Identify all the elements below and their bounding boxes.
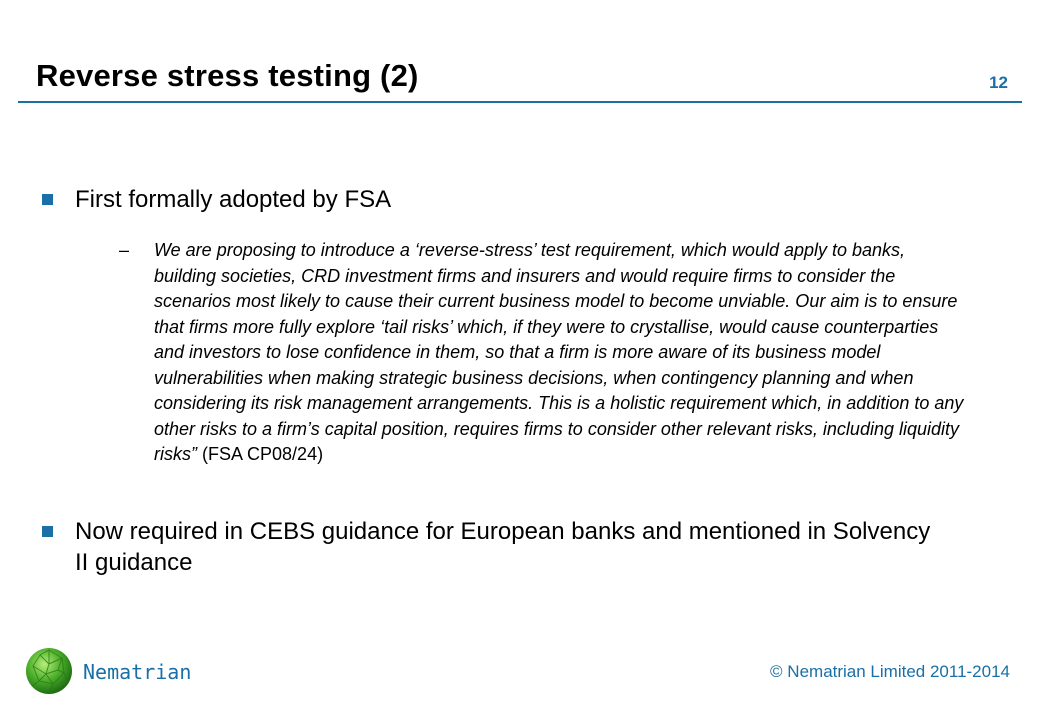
bullet-item-2 — [42, 516, 935, 578]
brand-name: Nematrian — [83, 660, 192, 684]
slide-title: Reverse stress testing (2) — [36, 58, 419, 93]
geodesic-sphere-icon — [24, 646, 74, 696]
copyright-notice: © Nematrian Limited 2011-2014 — [770, 662, 1010, 681]
bullet-item-1 — [42, 184, 935, 215]
title-divider — [18, 101, 1022, 103]
nematrian-logo-icon — [24, 646, 74, 696]
bullet-square-icon — [42, 526, 53, 537]
quote-paragraph — [154, 238, 964, 468]
bullet-text: First formally adopted by FSA — [75, 186, 392, 213]
quote-source: (FSA CP08/24) — [202, 444, 324, 464]
bullet-text: Now required in CEBS guidance for European banks and mentioned in Solvency II guidance — [75, 518, 931, 576]
dash-icon: – — [119, 240, 130, 260]
sub-bullet-quote — [119, 238, 964, 468]
fsa-quote: We are proposing to introduce a ‘reverse-stress’ test requirement, which would apply to banks, building societies, CRD investment firms and insurers and would require firms to consider the scenarios most likely to cause their current business model to become unviable. Our aim is to ensure that firms more fully explore ‘tail risks’ which, if they were to crystallise, would cause counterparties and investors to lose confidence in them, so that a firm is more aware of its business model vulnerabilities when making strategic business decisions, when contingency planning and when considering its risk management arrangements. This is a holistic requirement which, in addition to any other risks to a firm’s capital position, requires firms to consider other relevant risks, including liquidity risks” — [154, 240, 964, 464]
slide-number: 12 — [989, 73, 1008, 92]
bullet-square-icon — [42, 194, 53, 205]
